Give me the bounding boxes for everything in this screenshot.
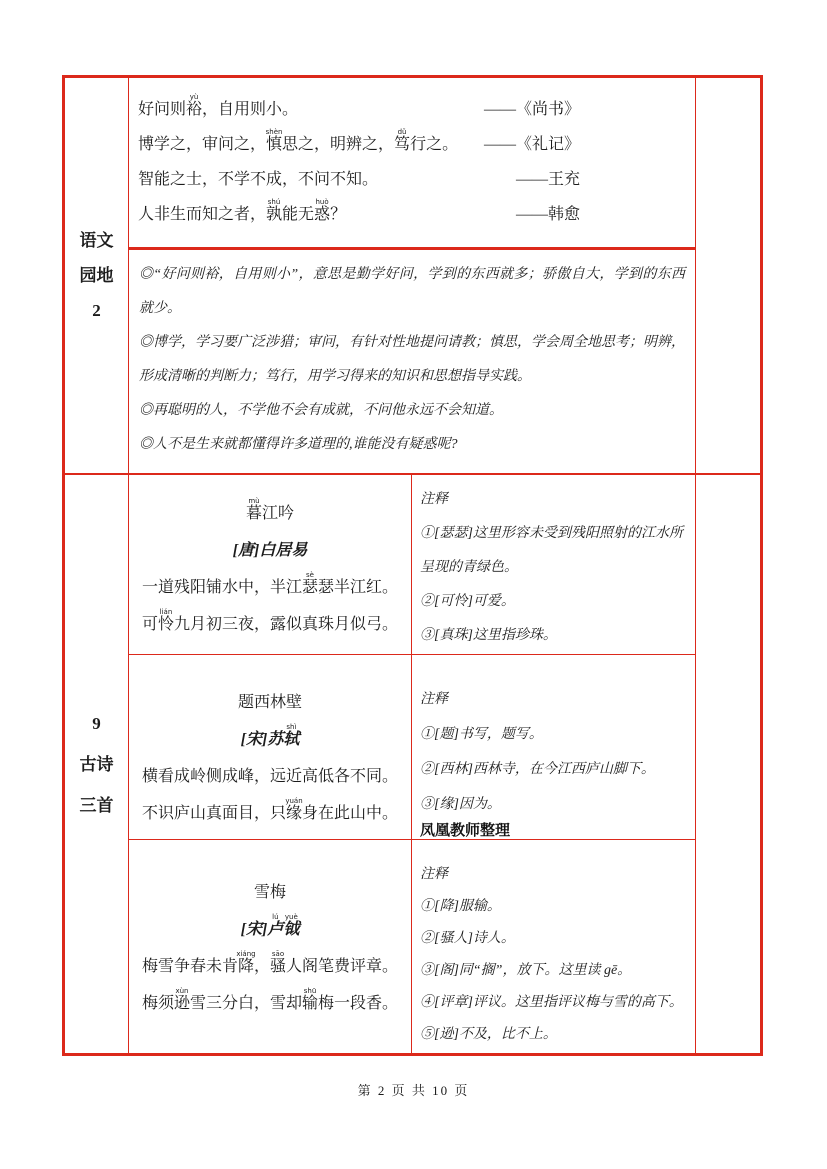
explanations-block <box>129 250 695 473</box>
poem-annotations-cell <box>412 655 695 839</box>
label-line: 语文 <box>79 231 114 250</box>
poem-title: 题西林壁 <box>237 694 302 711</box>
page-number: 第 2 页 共 10 页 <box>357 1083 470 1098</box>
poem-author: [唐]白居易 <box>232 542 308 559</box>
annotation-item: ①[降]服输。 <box>420 899 501 914</box>
annotations-label: 注释 <box>420 692 448 707</box>
quote-line <box>138 197 580 232</box>
section-yuwen-body <box>129 78 695 473</box>
quote-source: ——《礼记》 <box>483 136 580 153</box>
label-line: 9 <box>92 713 101 733</box>
annotation-item: ②[西林]西林寺，在今江西庐山脚下。 <box>420 762 655 777</box>
poem-text-cell <box>129 655 412 839</box>
poem-author: [宋]苏轼shì <box>240 723 300 748</box>
explanation-paragraph: ◎再聪明的人，不学他不会有成就，不问他永远不会知道。 <box>139 403 503 418</box>
quote-text: 博学之，审问之，慎shèn思之，明辨之，笃dǔ行之。 <box>138 128 459 153</box>
poem-text-cell <box>129 840 412 1053</box>
poem-line: 不识庐山真面目，只缘yuán身在此山中。 <box>141 797 399 822</box>
quote-text: 好问则裕yù，自用则小。 <box>138 93 299 118</box>
annotation-item: ①[题]书写，题写。 <box>420 727 543 742</box>
quote-source: ——王充 <box>515 171 580 188</box>
label-line: 2 <box>92 301 101 320</box>
annotation-item: ②[可怜]可爱。 <box>420 594 515 609</box>
explanation-paragraph: ◎博学，学习要广泛涉猎；审问，有针对性地提问请教；慎思，学会周全地思考；明辨，形成清晰的判断力；笃行，用学习得来的知识和思想指导实践。 <box>139 335 685 384</box>
quote-line <box>138 92 580 127</box>
poem-line: 一道残阳铺水中，半江瑟sè瑟半江红。 <box>141 571 399 596</box>
quote-source: ——韩愈 <box>515 206 580 223</box>
annotation-item: ②[骚人]诗人。 <box>420 931 515 946</box>
annotations-label: 注释 <box>420 867 448 882</box>
quote-text: 人非生而知之者，孰shú能无惑huò？ <box>138 198 347 223</box>
publisher-watermark: 凤凰教师整理 <box>420 822 511 839</box>
section-yuwen-yuandi <box>65 78 760 473</box>
poems-body <box>129 475 695 1053</box>
section-label-yuwen-yuandi <box>65 78 129 473</box>
explanation-paragraph: ◎“好问则裕，自用则小”，意思是勤学好问，学到的东西就多；骄傲自大，学到的东西就少。 <box>139 267 685 316</box>
section-label-gushi-sanshou <box>65 475 129 1053</box>
poem-text-cell <box>129 475 412 654</box>
annotation-item: ③[缘]因为。 <box>420 797 501 812</box>
quote-line <box>138 127 580 162</box>
quotes-block <box>129 78 695 250</box>
poem-line: 梅雪争春未肯降xiáng，骚sāo人阁笔费评章。 <box>141 950 399 975</box>
poem-line: 可怜lián九月初三夜，露似真珠月似弓。 <box>141 608 399 633</box>
poem-block-tixilinbi <box>129 655 695 840</box>
annotation-item: ③[真珠]这里指珍珠。 <box>420 628 557 643</box>
explanation-paragraph: ◎人不是生来就都懂得许多道理的,谁能没有疑惑呢? <box>139 437 458 452</box>
content-table <box>62 75 763 1056</box>
label-line: 三首 <box>79 795 114 815</box>
poem-block-xuemei <box>129 840 695 1053</box>
poem-annotations-cell <box>412 840 695 1053</box>
annotation-item: ①[瑟瑟]这里形容未受到残阳照射的江水所呈现的青绿色。 <box>420 526 683 575</box>
annotation-item: ③[阁]同“搁”，放下。这里读 gē。 <box>420 963 632 978</box>
poem-line: 梅须逊xùn雪三分白，雪却输shū梅一段香。 <box>141 987 399 1012</box>
annotations-label: 注释 <box>420 492 448 507</box>
section-gushi-sanshou <box>65 473 760 1053</box>
empty-right-column <box>695 78 760 473</box>
annotation-item: ④[评章]评议。这里指评议梅与雪的高下。 <box>420 995 683 1010</box>
poem-block-mujiangyin <box>129 475 695 655</box>
poem-annotations-cell <box>412 475 695 654</box>
quote-source: ——《尚书》 <box>483 101 580 118</box>
quote-text: 智能之士，不学不成，不问不知。 <box>138 171 379 188</box>
label-line: 园地 <box>79 266 114 285</box>
poem-author: [宋]卢lú钺yuè <box>240 913 300 938</box>
poem-title: 雪梅 <box>253 884 286 901</box>
annotation-item: ⑤[逊]不及，比不上。 <box>420 1027 557 1042</box>
poem-title: 暮mù江吟 <box>245 497 295 522</box>
label-line: 古诗 <box>79 754 114 774</box>
empty-right-column <box>695 475 760 1053</box>
quote-line <box>138 162 580 197</box>
poem-line: 横看成岭侧成峰，远近高低各不同。 <box>141 768 398 785</box>
